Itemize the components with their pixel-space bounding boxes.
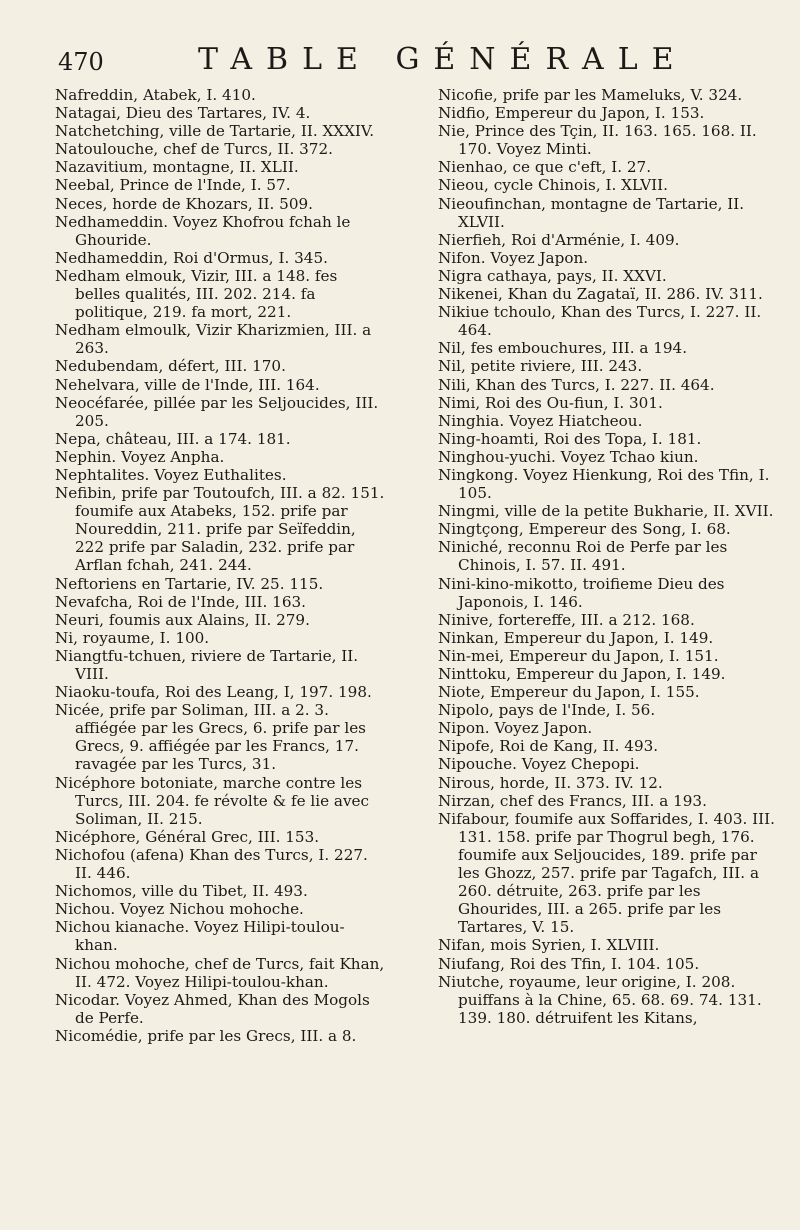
index-entry: Nipofe, Roi de Kang, II. 493. bbox=[438, 737, 659, 756]
index-entry: Nehelvara, ville de l'Inde, III. 164. bbox=[55, 375, 320, 394]
index-entry: Niaoku-toufa, Roi des Leang, I, 197. 198. bbox=[55, 683, 372, 702]
index-entry: Ninkan, Empereur du Japon, I. 149. bbox=[438, 628, 714, 647]
index-entry: Natchetching, ville de Tartarie, II. XXXIV. bbox=[55, 122, 375, 141]
running-title: TABLE GÉNÉRALE bbox=[198, 42, 688, 77]
index-entry: Nili, Khan des Turcs, I. 227. II. 464. bbox=[438, 375, 715, 394]
index-entry: Nazavitium, montagne, II. XLII. bbox=[55, 158, 299, 177]
index-entry: Nierfieh, Roi d'Arménie, I. 409. bbox=[438, 230, 680, 249]
left-column bbox=[55, 86, 385, 1045]
index-entry: Nedubendam, défert, III. 170. bbox=[55, 357, 286, 376]
index-entry: Neces, horde de Khozars, II. 509. bbox=[55, 194, 313, 213]
index-entry: Nichofou (afena) Khan des Turcs, I. 227. II. 446. bbox=[55, 845, 368, 883]
index-entry: Natoulouche, chef de Turcs, II. 372. bbox=[55, 140, 333, 159]
index-entry: Nigra cathaya, pays, II. XXVI. bbox=[438, 266, 667, 285]
index-entry: Ninttoku, Empereur du Japon, I. 149. bbox=[438, 665, 726, 683]
index-entry: Nichou. Voyez Nichou mohoche. bbox=[55, 900, 304, 919]
index-entry: Ninghia. Voyez Hiatcheou. bbox=[438, 411, 643, 430]
index-entry: Nichou mohoche, chef de Turcs, fait Khan, II. 472. Voyez Hilipi-toulou-khan. bbox=[55, 954, 385, 991]
index-entry: Niutche, royaume, leur origine, I. 208. puiffans à la Chine, 65. 68. 69. 74. 131. 139. 180. détruifent les Kitans, bbox=[438, 972, 762, 1027]
index-entry: Nichou kianache. Voyez Hilipi-toulou-khan. bbox=[55, 918, 345, 955]
index-entry: Neocéfarée, pillée par les Seljoucides, III. 205. bbox=[55, 393, 379, 430]
index-entry: Nedham elmoulk, Vizir Kharizmien, III. a 263. bbox=[55, 321, 372, 358]
index-entry: Ningmi, ville de la petite Bukharie, II. XVII. bbox=[438, 502, 774, 521]
index-entry: Nimi, Roi des Ou-fiun, I. 301. bbox=[438, 393, 663, 412]
index-entry: Nedhameddin. Voyez Khofrou fchah le Ghouride. bbox=[55, 212, 351, 249]
index-entry: Nicée, prife par Soliman, III. a 2. 3. affiégée par les Grecs, 6. prife par les Grecs, 9. affiégée par les Francs, 17. ravagée par les Turcs, 31. bbox=[55, 701, 366, 774]
index-entry: Nieou, cycle Chinois, I. XLVII. bbox=[438, 176, 669, 195]
index-entry: Niangtfu-tchuen, riviere de Tartarie, II. VIII. bbox=[55, 646, 359, 683]
page-number: 470 bbox=[58, 48, 104, 76]
index-entry: Nipouche. Voyez Chepopi. bbox=[438, 755, 640, 774]
index-entry: Nil, petite riviere, III. 243. bbox=[438, 357, 643, 376]
index-entry: Ningkong. Voyez Hienkung, Roi des Tfin, I. 105. bbox=[438, 465, 770, 503]
index-entry: Nienhao, ce que c'eft, I. 27. bbox=[438, 158, 652, 177]
index-entry: Nidfio, Empereur du Japon, I. 153. bbox=[438, 104, 705, 123]
index-entry: Nirous, horde, II. 373. IV. 12. bbox=[438, 773, 663, 792]
index-entry: Nephin. Voyez Anpha. bbox=[55, 447, 225, 466]
index-entry: Nifan, mois Syrien, I. XLVIII. bbox=[438, 936, 660, 955]
index-entry: Nephtalites. Voyez Euthalites. bbox=[55, 465, 287, 484]
index-entry: Nipolo, pays de l'Inde, I. 56. bbox=[438, 701, 656, 720]
index-entry: Nepa, château, III. a 174. 181. bbox=[55, 429, 291, 448]
index-entry: Nichomos, ville du Tibet, II. 493. bbox=[55, 882, 308, 901]
index-entry: Nevafcha, Roi de l'Inde, III. 163. bbox=[55, 592, 306, 611]
index-entry: Niufang, Roi des Tfin, I. 104. 105. bbox=[438, 954, 700, 973]
index-entry: Nil, fes embouchures, III. a 194. bbox=[438, 339, 688, 358]
index-entry: Nicomédie, prife par les Grecs, III. a 8. bbox=[55, 1026, 357, 1045]
index-entry: Niniché, reconnu Roi de Perfe par les Chinois, I. 57. II. 491. bbox=[438, 538, 728, 575]
index-entry: Nipon. Voyez Japon. bbox=[438, 719, 593, 738]
index-entry: Neftoriens en Tartarie, IV. 25. 115. bbox=[55, 574, 324, 593]
right-column bbox=[438, 86, 778, 1027]
index-entry: Ninghou-yuchi. Voyez Tchao kiun. bbox=[438, 447, 699, 466]
index-entry: Nini-kino-mikotto, troifieme Dieu des Japonois, I. 146. bbox=[438, 574, 725, 611]
index-entry: Ni, royaume, I. 100. bbox=[55, 628, 210, 647]
index-entry: Nicodar. Voyez Ahmed, Khan des Mogols de Perfe. bbox=[55, 990, 370, 1027]
index-entry: Nikiue tchoulo, Khan des Turcs, I. 227. II. 464. bbox=[438, 303, 762, 340]
index-entry: Nie, Prince des Tçin, II. 163. 165. 168. II. 170. Voyez Minti. bbox=[438, 122, 757, 159]
index-entry: Ningtçong, Empereur des Song, I. 68. bbox=[438, 520, 731, 539]
index-entry: Nicofie, prife par les Mameluks, V. 324. bbox=[438, 86, 743, 104]
index-entry: Nieoufinchan, montagne de Tartarie, II. XLVII. bbox=[438, 194, 745, 231]
index-entry: Nicéphore, Général Grec, III. 153. bbox=[55, 827, 320, 846]
index-entry: Nedhameddin, Roi d'Ormus, I. 345. bbox=[55, 248, 328, 267]
index-entry: Nifabour, foumife aux Soffarides, I. 403. III. 131. 158. prife par Thogrul begh, 176. foumife aux Seljoucides, 189. prife par les Ghozz, 257. prife par Tagafch, III. a 260. détruite, 263. prife par les Ghourides, III. a 265. prife par les Tartares, V. 15. bbox=[438, 809, 775, 937]
index-entry: Nifon. Voyez Japon. bbox=[438, 248, 589, 267]
index-entry: Niote, Empereur du Japon, I. 155. bbox=[438, 683, 700, 702]
index-entry: Natagai, Dieu des Tartares, IV. 4. bbox=[55, 104, 311, 123]
index-entry: Nirzan, chef des Francs, III. a 193. bbox=[438, 791, 707, 810]
index-entry: Nin-mei, Empereur du Japon, I. 151. bbox=[438, 646, 719, 665]
page-header bbox=[58, 42, 778, 82]
index-entry: Ning-hoamti, Roi des Topa, I. 181. bbox=[438, 429, 702, 448]
index-entry: Nedham elmouk, Vizir, III. a 148. fes belles qualités, III. 202. 214. fa politique, 219. fa mort, 221. bbox=[55, 266, 338, 322]
index-entry: Nafreddin, Atabek, I. 410. bbox=[55, 86, 256, 104]
index-entry: Nikenei, Khan du Zagataï, II. 286. IV. 311. bbox=[438, 285, 763, 304]
index-entry: Neebal, Prince de l'Inde, I. 57. bbox=[55, 176, 291, 195]
index-entry: Nicéphore botoniate, marche contre les Turcs, III. 204. fe révolte & fe lie avec Soliman, II. 215. bbox=[55, 773, 370, 828]
index-entry: Nefibin, prife par Toutoufch, III. a 82. 151. foumife aux Atabeks, 152. prife par Noureddin, 211. prife par Seïfeddin, 222 prife par Saladin, 232. prife par Arflan fchah, 241. 244. bbox=[55, 484, 385, 575]
index-entry: Ninive, fortereffe, III. a 212. 168. bbox=[438, 610, 695, 629]
index-entry: Neuri, foumis aux Alains, II. 279. bbox=[55, 610, 310, 629]
